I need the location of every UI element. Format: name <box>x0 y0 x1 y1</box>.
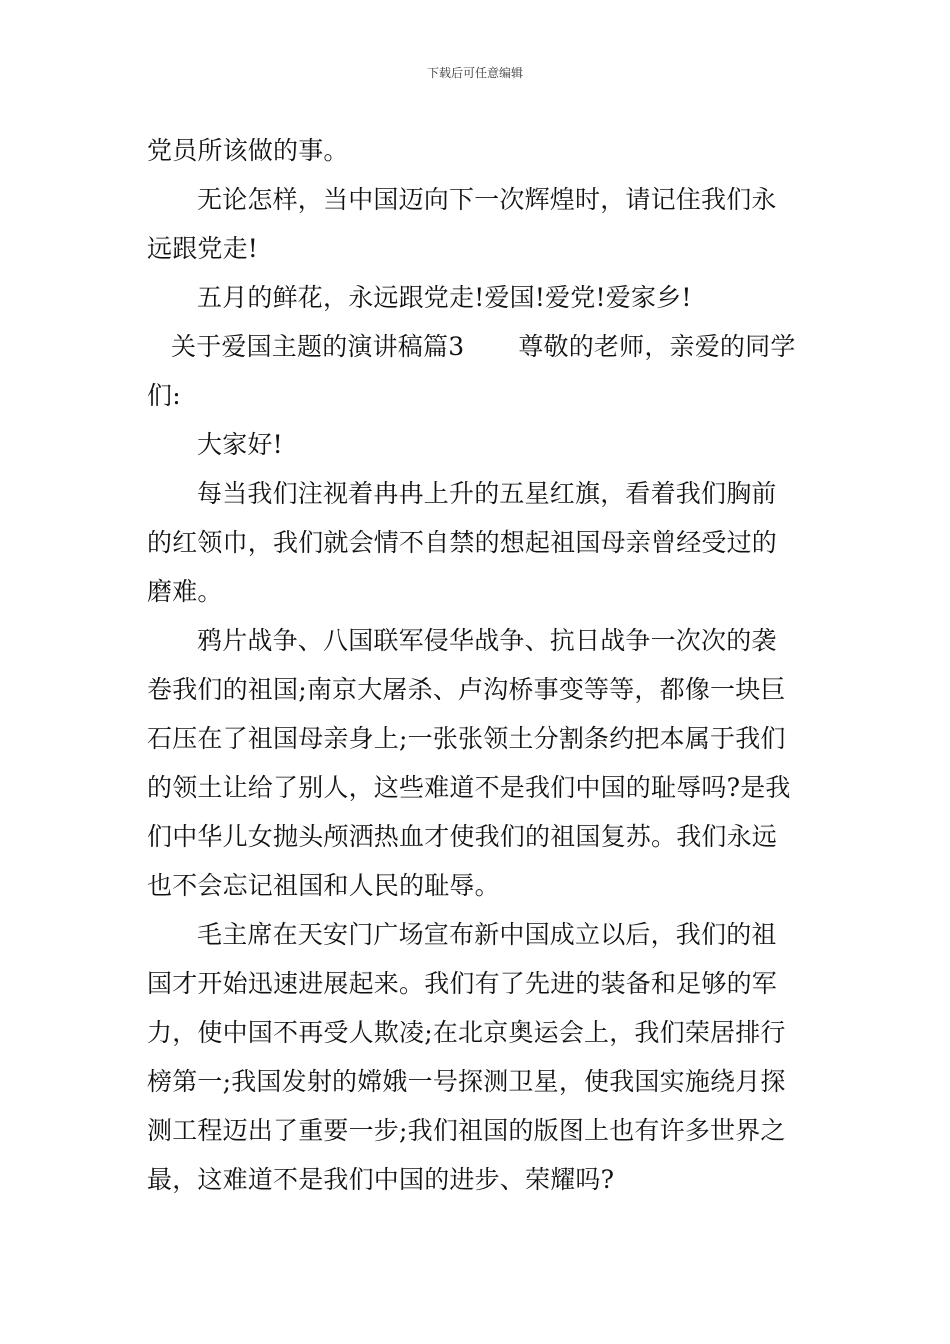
greeting: 大家好! <box>197 430 283 459</box>
text-line: 国才开始迅速进展起来。我们有了先进的装备和足够的军 <box>147 969 778 998</box>
text-line: 测工程迈出了重要一步;我们祖国的版图上也有许多世界之 <box>147 1116 786 1145</box>
text-line: 石压在了祖国母亲身上;一张张领土分割条约把本属于我们 <box>147 724 786 753</box>
text-line: 力，使中国不再受人欺凌;在北京奥运会上，我们荣居排行 <box>147 1018 786 1047</box>
text-line: 磨难。 <box>147 577 223 606</box>
text-line: 每当我们注视着冉冉上升的五星红旗，看着我们胸前 <box>197 479 777 508</box>
text-line: 也不会忘记祖国和人民的耻辱。 <box>147 871 500 900</box>
text-line: 榜第一;我国发射的嫦娥一号探测卫星，使我国实施绕月探 <box>147 1067 786 1096</box>
text-line: 毛主席在天安门广场宣布新中国成立以后，我们的祖 <box>197 920 777 949</box>
text-line: 无论怎样，当中国迈向下一次辉煌时，请记住我们永 <box>197 185 777 214</box>
page-header: 下载后可任意编辑 <box>426 66 523 80</box>
text-line: 卷我们的祖国;南京大屠杀、卢沟桥事变等等，都像一块巨 <box>147 675 786 704</box>
document-body <box>147 126 807 1204</box>
section-title-line <box>147 322 807 371</box>
text-line: 鸦片战争、八国联军侵华战争、抗日战争一次次的袭 <box>197 626 777 655</box>
text-line: 五月的鲜花，永远跟党走!爱国!爱党!爱家乡! <box>197 283 692 312</box>
section-title: 关于爱国主题的演讲稿篇3 <box>171 332 465 361</box>
text-line: 们中华儿女抛头颅洒热血才使我们的祖国复苏。我们永远 <box>147 822 778 851</box>
text-line: 最，这难道不是我们中国的进步、荣耀吗? <box>147 1165 615 1194</box>
salutation: 尊敬的老师，亲爱的同学 <box>518 332 796 361</box>
text-line: 的红领巾，我们就会情不自禁的想起祖国母亲曾经受过的 <box>147 528 778 557</box>
text-line: 的领土让给了别人，这些难道不是我们中国的耻辱吗?是我 <box>147 773 791 802</box>
text-line: 党员所该做的事。 <box>147 136 349 165</box>
text-line: 们: <box>147 381 181 410</box>
text-line: 远跟党走! <box>147 234 259 263</box>
